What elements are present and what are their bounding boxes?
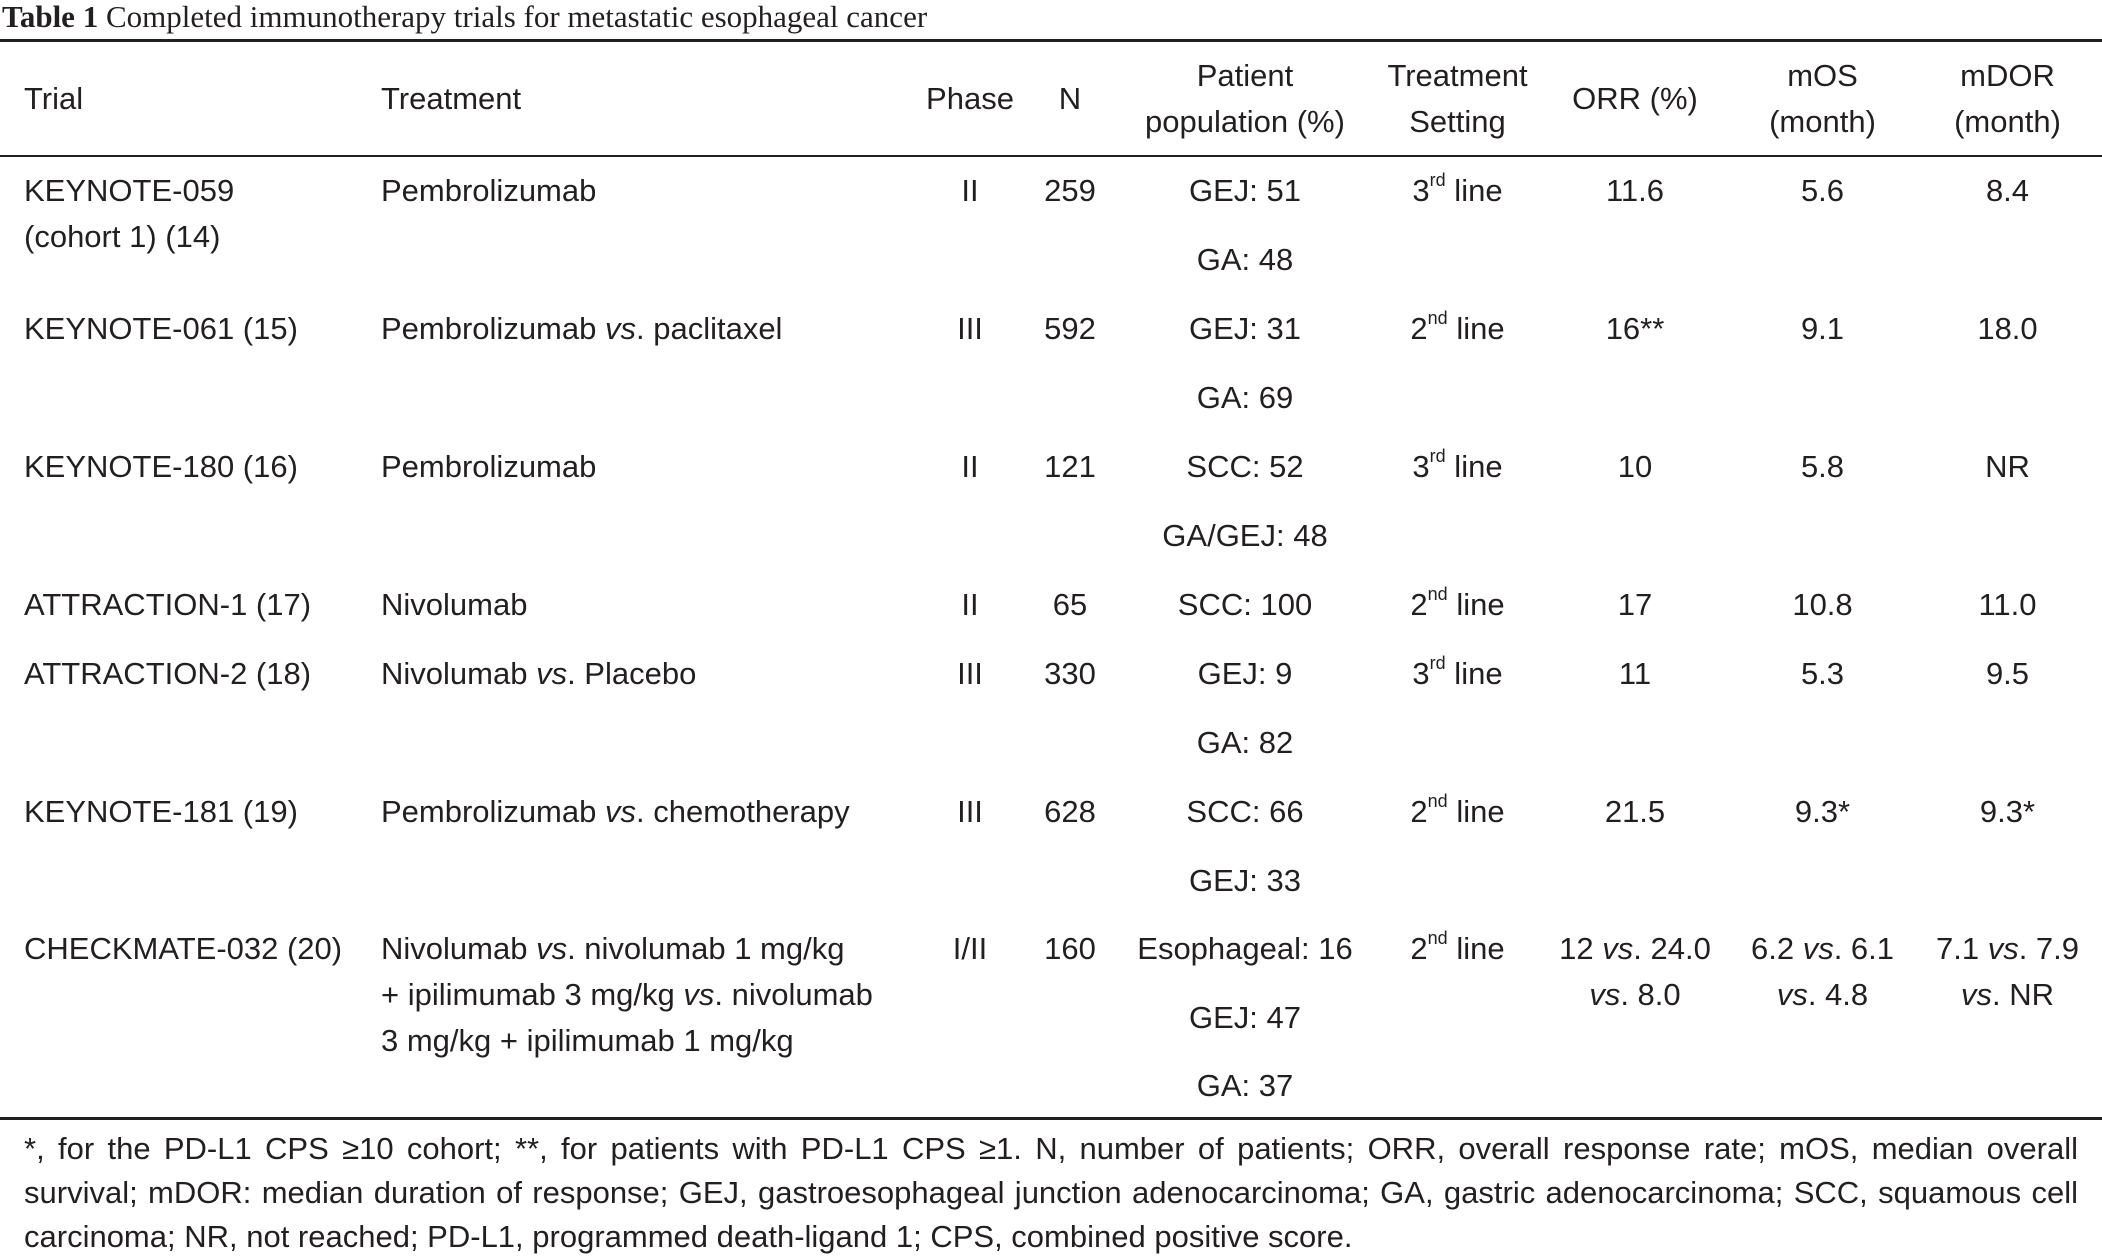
- header-population-line2: population (%): [1145, 104, 1345, 139]
- phase: III: [957, 311, 983, 346]
- mos-vs: vs: [1802, 931, 1834, 966]
- trial-name: KEYNOTE-180 (16): [24, 449, 298, 484]
- mos-value: [1735, 926, 1910, 972]
- treatment-text: . paclitaxel: [635, 311, 783, 346]
- mos-text: . 4.8: [1807, 977, 1869, 1012]
- mdor-value: 9.3*: [1979, 794, 2036, 829]
- header-treatment: Treatment: [381, 81, 522, 116]
- n-value: 259: [1044, 173, 1096, 208]
- treatment-text: . Placebo: [567, 656, 697, 691]
- mdor-vs: vs: [1961, 977, 1992, 1012]
- n-value: 65: [1052, 587, 1088, 622]
- treatment: [381, 651, 696, 697]
- treatment-setting: [1370, 306, 1545, 352]
- population: GA/GEJ: 48: [1162, 518, 1328, 553]
- n-value: 121: [1044, 449, 1096, 484]
- treatment-vs: vs: [604, 311, 636, 346]
- table-label: Table 1: [2, 0, 99, 34]
- setting-ordinal: rd: [1429, 445, 1446, 466]
- treatment-setting: [1370, 582, 1545, 628]
- mos-value: 5.8: [1800, 449, 1845, 484]
- header-rule: [0, 155, 2102, 157]
- treatment-setting: [1370, 168, 1545, 214]
- orr-value: 21.5: [1604, 794, 1666, 829]
- population: GA: 69: [1196, 380, 1294, 415]
- orr-text: . 24.0: [1633, 931, 1711, 966]
- table-caption: [2, 0, 927, 34]
- setting-line: line: [1445, 449, 1503, 484]
- setting-number: 2: [1410, 587, 1428, 622]
- header-mos-line2: (month): [1769, 104, 1876, 139]
- treatment-text: + ipilimumab 3 mg/kg: [381, 977, 684, 1012]
- mdor-value-cont: [1920, 972, 2095, 1018]
- header-setting-line2: Setting: [1409, 104, 1506, 139]
- mos-value: 5.3: [1800, 656, 1845, 691]
- phase: I/II: [952, 931, 988, 966]
- population: GEJ: 47: [1189, 1000, 1301, 1035]
- setting-ordinal: rd: [1429, 169, 1446, 190]
- table-title: Completed immunotherapy trials for metastatic esophageal cancer: [105, 0, 928, 34]
- mos-value-cont: [1735, 972, 1910, 1018]
- mdor-text: . NR: [1992, 977, 2054, 1012]
- treatment-vs: vs: [536, 656, 568, 691]
- phase: II: [961, 173, 979, 208]
- orr-vs: vs: [1589, 977, 1621, 1012]
- mos-text: 6.2: [1750, 931, 1803, 966]
- mos-value: 9.3*: [1794, 794, 1851, 829]
- treatment: Nivolumab: [381, 587, 528, 622]
- header-population-line1: Patient: [1196, 58, 1294, 93]
- treatment-cont: 3 mg/kg + ipilimumab 1 mg/kg: [381, 1023, 794, 1058]
- treatment-setting: [1370, 926, 1545, 972]
- orr-value: 17: [1617, 587, 1653, 622]
- treatment: Pembrolizumab: [381, 173, 597, 208]
- mdor-value: [1920, 926, 2095, 972]
- phase: II: [961, 587, 979, 622]
- header-n: N: [1058, 81, 1082, 116]
- population: SCC: 66: [1186, 794, 1304, 829]
- n-value: 330: [1044, 656, 1096, 691]
- setting-line: line: [1445, 656, 1503, 691]
- orr-text: 12: [1559, 931, 1603, 966]
- mos-vs: vs: [1776, 977, 1808, 1012]
- treatment: Pembrolizumab: [381, 449, 597, 484]
- setting-ordinal: rd: [1429, 652, 1446, 673]
- setting-line: line: [1447, 931, 1505, 966]
- population: SCC: 52: [1186, 449, 1304, 484]
- treatment-vs: vs: [604, 794, 636, 829]
- mdor-value: 11.0: [1978, 587, 2037, 622]
- trial-name: ATTRACTION-1 (17): [24, 587, 312, 622]
- treatment-text: Nivolumab: [381, 931, 537, 966]
- mdor-value: 8.4: [1985, 173, 2030, 208]
- treatment-setting: [1370, 789, 1545, 835]
- treatment-vs: vs: [683, 977, 715, 1012]
- orr-value: 11: [1618, 656, 1652, 691]
- orr-vs: vs: [1602, 931, 1634, 966]
- trial-name: ATTRACTION-2 (18): [24, 656, 312, 691]
- population: GA: 48: [1196, 242, 1294, 277]
- orr-value: [1545, 926, 1725, 972]
- setting-number: 3: [1412, 173, 1430, 208]
- phase: III: [957, 656, 983, 691]
- mdor-value: NR: [1985, 449, 2030, 484]
- n-value: 628: [1044, 794, 1096, 829]
- header-mos-line1: mOS: [1787, 58, 1858, 93]
- setting-number: 2: [1410, 931, 1428, 966]
- orr-text: . 8.0: [1620, 977, 1681, 1012]
- mdor-vs: vs: [1987, 931, 2019, 966]
- orr-value: 16**: [1605, 311, 1665, 346]
- header-mdor-line1: mDOR: [1960, 58, 2055, 93]
- orr-value: 10: [1617, 449, 1653, 484]
- header-trial: Trial: [24, 81, 84, 116]
- setting-line: line: [1447, 794, 1505, 829]
- orr-value-cont: [1545, 972, 1725, 1018]
- treatment-text: Pembrolizumab: [381, 794, 605, 829]
- treatment-text: . chemotherapy: [635, 794, 850, 829]
- setting-line: line: [1445, 173, 1503, 208]
- bottom-rule: [0, 1117, 2102, 1120]
- mos-value: 5.6: [1800, 173, 1845, 208]
- population: GEJ: 51: [1189, 173, 1301, 208]
- header-setting-line1: Treatment: [1387, 58, 1528, 93]
- population: SCC: 100: [1177, 587, 1313, 622]
- population: Esophageal: 16: [1137, 931, 1353, 966]
- table-footnote: *, for the PD-L1 CPS ≥10 cohort; **, for patients with PD-L1 CPS ≥1. N, number of patients; ORR, overall response rate; mOS, median overall survival; mDOR: median duration of response; GEJ, gastroesophageal junction adenocarcinoma; GA, gastric adenocarcinoma; SCC, squamous cell carcinoma; NR, not reached; PD-L1, programmed death-ligand 1; CPS, combined positive score.: [24, 1131, 2078, 1254]
- treatment: [381, 306, 782, 352]
- population: GA: 37: [1196, 1068, 1294, 1103]
- header-orr: ORR (%): [1572, 81, 1698, 116]
- setting-number: 2: [1410, 794, 1428, 829]
- orr-value: 11.6: [1605, 173, 1665, 208]
- treatment-text: Nivolumab: [381, 656, 537, 691]
- treatment: [381, 926, 844, 972]
- setting-ordinal: nd: [1427, 307, 1448, 328]
- mdor-value: 9.5: [1985, 656, 2030, 691]
- trial-name: KEYNOTE-059: [24, 173, 235, 208]
- trial-name-cont: (cohort 1) (14): [24, 219, 221, 254]
- treatment-text: . nivolumab: [714, 977, 873, 1012]
- trial-name: KEYNOTE-181 (19): [24, 794, 298, 829]
- treatment: [381, 789, 850, 835]
- treatment-text: . nivolumab 1 mg/kg: [567, 931, 845, 966]
- setting-line: line: [1447, 311, 1505, 346]
- setting-ordinal: nd: [1427, 583, 1448, 604]
- population: GEJ: 33: [1189, 863, 1301, 898]
- mos-value: 9.1: [1800, 311, 1845, 346]
- mos-text: . 6.1: [1833, 931, 1895, 966]
- n-value: 160: [1044, 931, 1096, 966]
- treatment-setting: [1370, 651, 1545, 697]
- header-mdor-line2: (month): [1954, 104, 2061, 139]
- setting-ordinal: nd: [1427, 927, 1448, 948]
- setting-number: 3: [1412, 449, 1430, 484]
- header-phase: Phase: [926, 81, 1014, 116]
- population: GA: 82: [1196, 725, 1294, 760]
- mos-value: 10.8: [1792, 587, 1853, 622]
- population: GEJ: 9: [1197, 656, 1293, 691]
- trial-name: KEYNOTE-061 (15): [24, 311, 298, 346]
- treatment-vs: vs: [536, 931, 568, 966]
- trial-name: CHECKMATE-032 (20): [24, 931, 343, 966]
- n-value: 592: [1044, 311, 1096, 346]
- treatment-cont: [381, 972, 873, 1018]
- setting-number: 3: [1412, 656, 1430, 691]
- mdor-value: 18.0: [1977, 311, 2038, 346]
- setting-number: 2: [1410, 311, 1428, 346]
- setting-line: line: [1447, 587, 1505, 622]
- treatment-setting: [1370, 444, 1545, 490]
- phase: III: [957, 794, 983, 829]
- population: GEJ: 31: [1189, 311, 1301, 346]
- phase: II: [961, 449, 979, 484]
- mdor-text: . 7.9: [2018, 931, 2080, 966]
- mdor-text: 7.1: [1935, 931, 1988, 966]
- top-rule: [0, 39, 2102, 42]
- treatment-text: Pembrolizumab: [381, 311, 605, 346]
- setting-ordinal: nd: [1427, 790, 1448, 811]
